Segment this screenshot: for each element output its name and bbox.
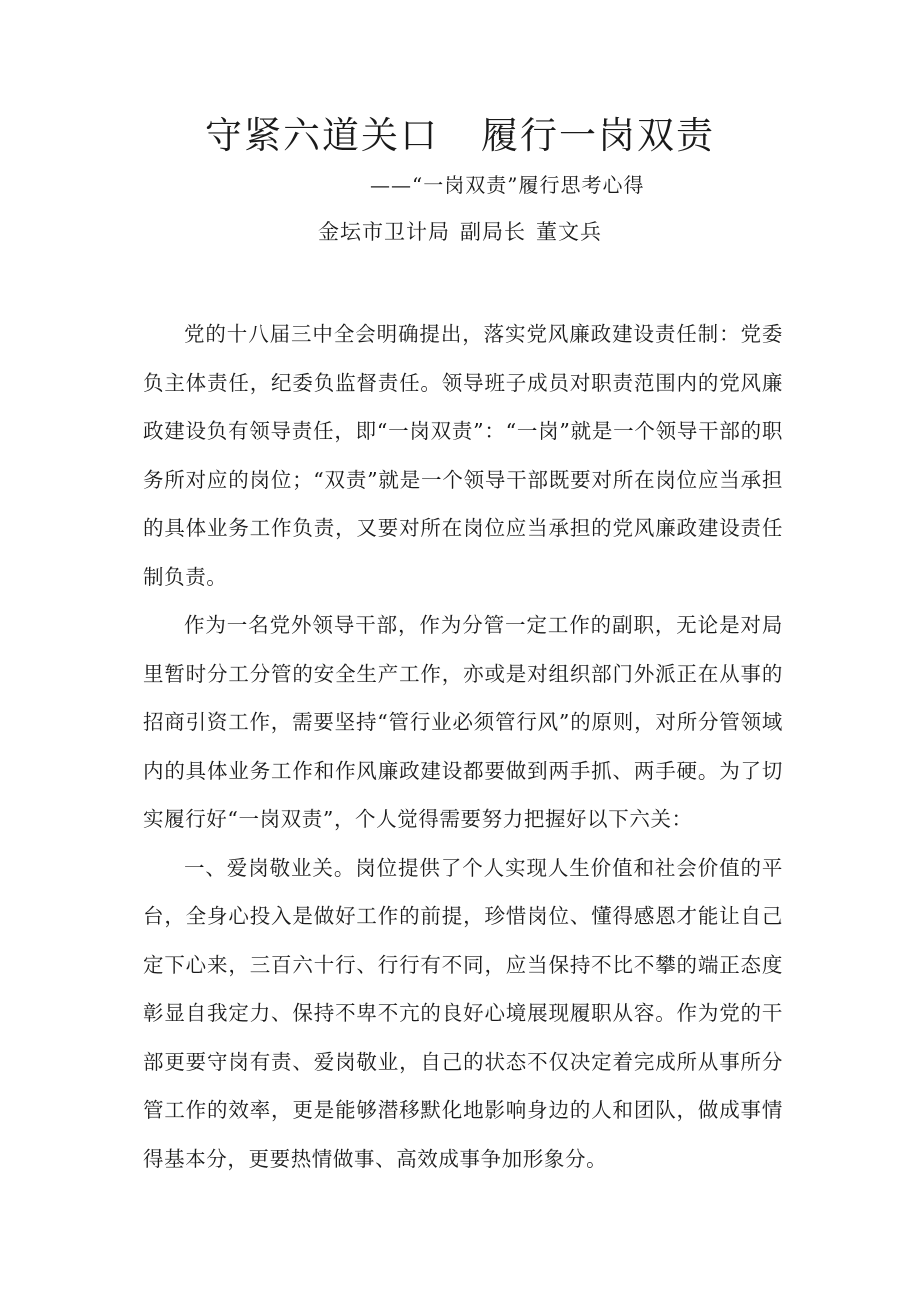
author-name: 董文兵 [536,220,602,244]
document-body [143,310,783,1183]
document-subtitle: ——“一岗双责”履行思考心得 [370,173,645,197]
author-position: 副局长 [460,220,526,244]
body-paragraph: 作为一名党外领导干部，作为分管一定工作的副职，无论是对局里暂时分工分管的安全生产工作，亦或是对组织部门外派正在从事的招商引资工作，需要坚持“管行业必须管行风”的原则，对所分管领域内的具体业务工作和作风廉政建设都要做到两手抓、两手硬。为了切实履行好“一岗双责”，个人觉得需要努力把握好以下六关： [143,613,783,831]
author-line [0,217,920,247]
title-part-2: 履行一岗双责 [481,114,715,157]
author-organization: 金坛市卫计局 [318,220,450,244]
body-paragraph: 党的十八届三中全会明确提出，落实党风廉政建设责任制：党委负主体责任，纪委负监督责任。领导班子成员对职责范围内的党风廉政建设负有领导责任，即“一岗双责”：“一岗”就是一个领导干部的职务所对应的岗位；“双责”就是一个领导干部既要对所在岗位应当承担的具体业务工作负责，又要对所在岗位应当承担的党风廉政建设责任制负责。 [143,322,783,589]
title-part-1: 守紧六道关口 [205,114,439,157]
document-title [0,110,920,162]
body-paragraph: 一、爱岗敬业关。岗位提供了个人实现人生价值和社会价值的平台，全身心投入是做好工作的前提，珍惜岗位、懂得感恩才能让自己定下心来，三百六十行、行行有不同，应当保持不比不攀的端正态度彰显自我定力、保持不卑不亢的良好心境展现履职从容。作为党的干部更要守岗有责、爱岗敬业，自己的状态不仅决定着完成所从事所分管工作的效率，更是能够潜移默化地影响身边的人和团队，做成事情得基本分，更要热情做事、高效成事争加形象分。 [143,855,783,1171]
